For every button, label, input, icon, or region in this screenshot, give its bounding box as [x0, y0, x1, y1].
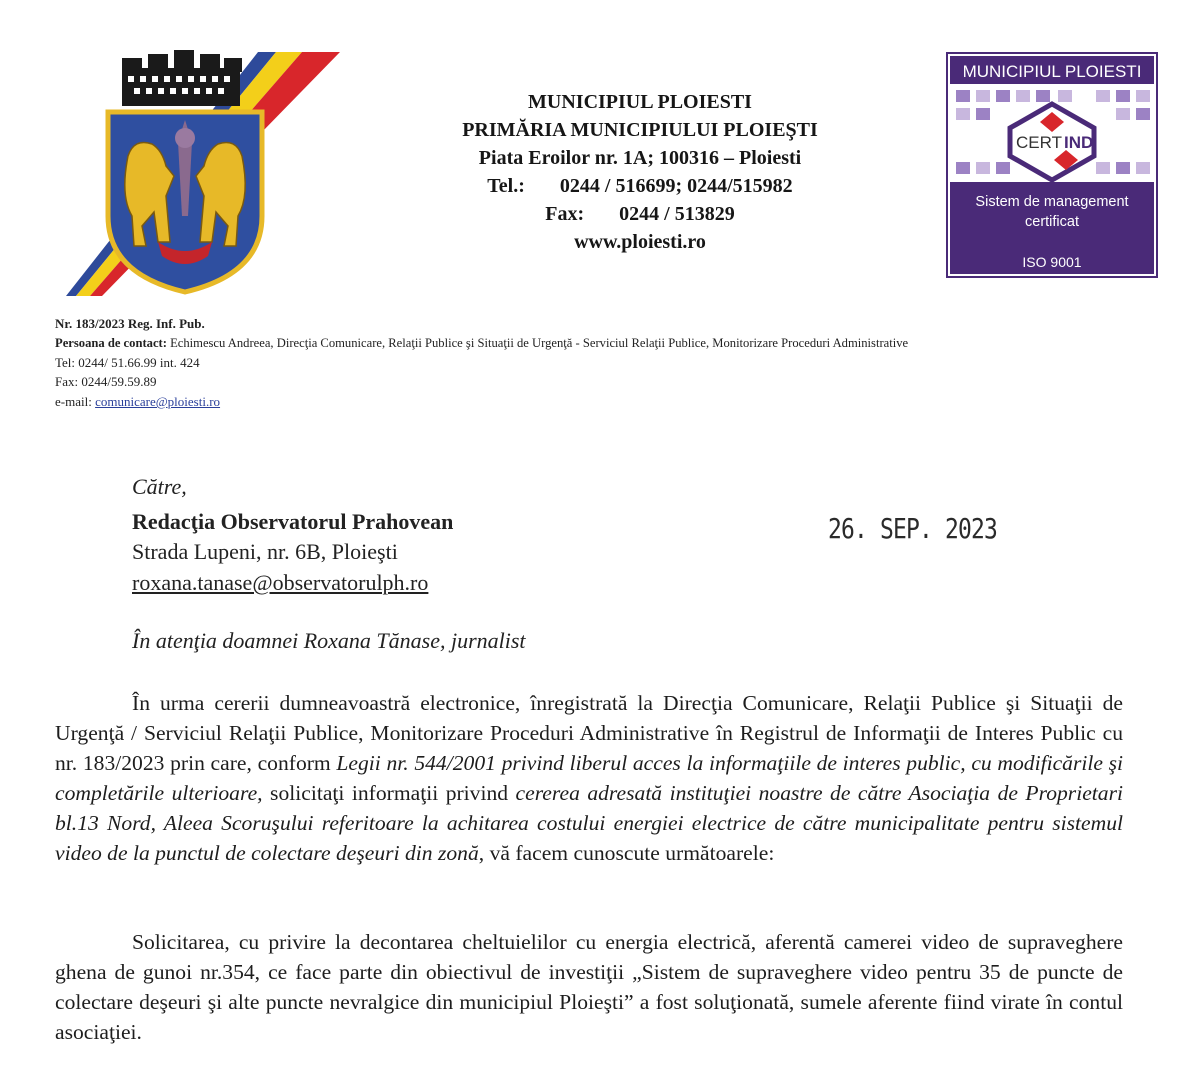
contact-email-link[interactable]: comunicare@ploiesti.ro [95, 394, 221, 409]
p1-closing: , vă facem cunoscute următoarele: [478, 841, 775, 865]
header-fax-value: 0244 / 513829 [619, 203, 735, 225]
contact-fax: Fax: 0244/59.59.89 [55, 374, 157, 389]
addressee-email-link[interactable]: roxana.tanase@observatorulph.ro [132, 570, 429, 595]
cert-logo-right: IND [1064, 133, 1094, 152]
header-phone-label: Tel.: [487, 175, 525, 197]
header-city-hall: PRIMĂRIA MUNICIPIULUI PLOIEŞTI [462, 119, 818, 141]
cert-desc-line1: Sistem de management [975, 194, 1129, 210]
addressee-to: Către, [132, 474, 187, 499]
header-phone-value: 0244 / 516699; 0244/515982 [559, 175, 793, 197]
header-address: Piata Eroilor nr. 1A; 100316 – Ploiesti [478, 147, 802, 169]
mural-crown-icon [122, 50, 242, 106]
contact-email-label: e-mail: [55, 394, 96, 409]
cert-logo-left: CERT [1016, 133, 1062, 152]
attention-line: În atenţia doamnei Roxana Tănase, jurnalist [132, 628, 526, 653]
header-fax-label: Fax: [545, 203, 585, 225]
p1-request-subject: cererea adresată instituţiei noastre de către Asociaţia de Proprietari bl.13 Nord, Aleea Scoruşului referitoare la achitarea costului energiei electrice de către municipalitate pentru sistemul video de la punctul de colectare deşeuri din zonă [55, 781, 1123, 865]
contact-phone: Tel: 0244/ 51.66.99 int. 424 [55, 355, 200, 370]
header-phone-row [340, 172, 940, 200]
ploiesti-coat-of-arms-logo [62, 46, 342, 296]
cert-desc-line2: certificat [1025, 214, 1079, 230]
p1-intro: În urma cererii dumneavoastră electronice, înregistrată la Direcţia Comunicare, Relaţii Publice şi Situaţii de Urgenţă / Serviciul Relaţii Publice, Monitorizare Proceduri Administrative în Registrul de Informaţii de Interes Public cu nr. 183/2023 prin care, conform [55, 691, 1123, 775]
header-fax-row [340, 200, 940, 228]
addressee-street: Strada Lupeni, nr. 6B, Ploieşti [132, 539, 398, 564]
cert-standard: ISO 9001 [1022, 254, 1082, 270]
header-municipality: MUNICIPIUL PLOIESTI [528, 91, 752, 113]
body-paragraph-1 [55, 688, 1123, 868]
cert-badge-title: MUNICIPIUL PLOIESTI [962, 62, 1142, 81]
registration-number: Nr. 183/2023 Reg. Inf. Pub. [55, 316, 205, 331]
p1-law-reference: Legii nr. 544/2001 privind liberul acces la informaţiile de interes public, cu modificările şi completările ulterioare, [55, 751, 1124, 805]
body-paragraph-2 [55, 927, 1123, 1047]
date-stamp: 26. SEP. 2023 [828, 512, 998, 545]
p2-text: Solicitarea, cu privire la decontarea cheltuielilor cu energia electrică, aferentă camerei video de supraveghere ghena de gunoi nr.354, ce face parte din obiectivul de investiţii „Sistem de supraveghere video pentru 35 de puncte de colectare deşeuri şi alte puncte nevralgice din municipiul Ploieşti” a fost soluţionată, sumele aferente fiind virate în contul asociaţiei. [55, 930, 1123, 1044]
addressee-organization: Redacţia Observatorul Prahovean [132, 509, 454, 534]
p1-request: solicitaţi informaţii privind [262, 781, 516, 805]
contact-person-label: Persoana de contact: [55, 336, 167, 350]
contact-person [55, 334, 908, 353]
header-website: www.ploiesti.ro [574, 231, 706, 253]
contact-email-row [55, 392, 220, 411]
contact-person-value: Echimescu Andreea, Direcţia Comunicare, Relaţii Publice şi Situaţii de Urgenţă - Serviciul Relaţii Publice, Monitorizare Proceduri Administrative [166, 336, 909, 350]
iso-certification-badge [946, 52, 1158, 278]
